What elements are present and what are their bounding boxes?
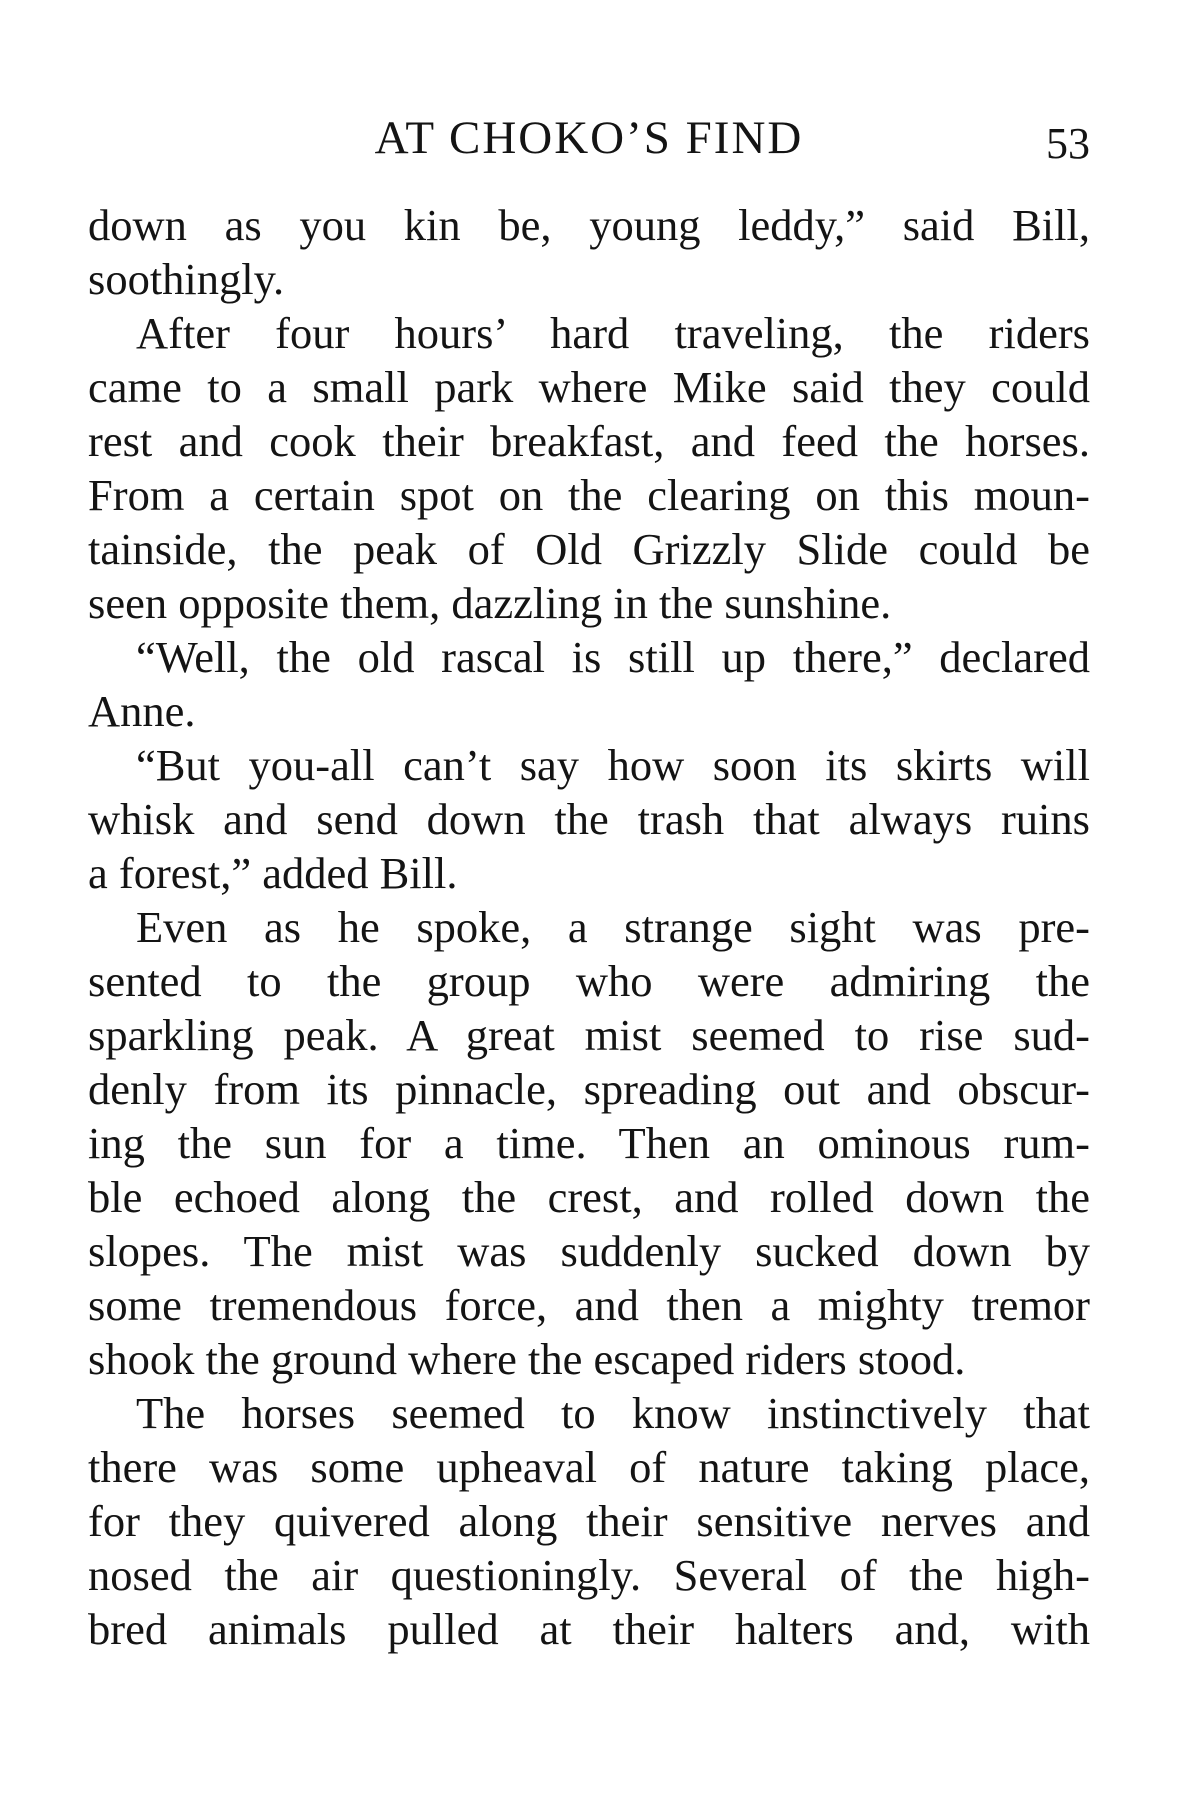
text-line: sparkling peak. A great mist seemed to rise sud- (88, 1010, 1090, 1060)
paragraph (88, 630, 1090, 738)
text-line: rest and cook their breakfast, and feed the horses. (88, 416, 1090, 466)
text-line: down as you kin be, young leddy,” said Bill, (88, 200, 1090, 250)
text-line: sented to the group who were admiring the (88, 956, 1090, 1006)
text-line: tainside, the peak of Old Grizzly Slide could be (88, 524, 1090, 574)
body-text (88, 198, 1090, 1656)
text-line: Even as he spoke, a strange sight was pre- (136, 902, 1090, 952)
text-line: shook the ground where the escaped riders stood. (88, 1334, 966, 1384)
text-line: a forest,” added Bill. (88, 848, 458, 898)
text-line: ing the sun for a time. Then an ominous rum- (88, 1118, 1090, 1168)
text-line: slopes. The mist was suddenly sucked down by (88, 1226, 1090, 1276)
text-line: Anne. (88, 686, 196, 736)
text-line: some tremendous force, and then a mighty tremor (88, 1280, 1090, 1330)
paragraph (88, 198, 1090, 306)
text-line: soothingly. (88, 254, 285, 304)
text-line: ble echoed along the crest, and rolled down the (88, 1172, 1090, 1222)
text-line: “Well, the old rascal is still up there,” declared (136, 632, 1090, 682)
running-title: AT CHOKO’S FIND (374, 112, 804, 164)
text-line: nosed the air questioningly. Several of the high- (88, 1550, 1090, 1600)
text-line: From a certain spot on the clearing on this moun- (88, 470, 1090, 520)
paragraph (88, 900, 1090, 1386)
text-line: for they quivered along their sensitive nerves and (88, 1496, 1090, 1546)
text-line: denly from its pinnacle, spreading out and obscur- (88, 1064, 1090, 1114)
text-line: “But you-all can’t say how soon its skirts will (136, 740, 1090, 790)
text-line: bred animals pulled at their halters and, with (88, 1604, 1090, 1654)
page-number: 53 (1046, 119, 1090, 168)
text-line: seen opposite them, dazzling in the sunshine. (88, 578, 892, 628)
text-line: came to a small park where Mike said they could (88, 362, 1090, 412)
paragraph (88, 1386, 1090, 1656)
paragraph (88, 738, 1090, 900)
text-line: The horses seemed to know instinctively that (136, 1388, 1090, 1438)
text-line: After four hours’ hard traveling, the riders (136, 308, 1090, 358)
running-head (88, 108, 1090, 168)
text-line: whisk and send down the trash that always ruins (88, 794, 1090, 844)
paragraph (88, 306, 1090, 630)
text-line: there was some upheaval of nature taking place, (88, 1442, 1090, 1492)
